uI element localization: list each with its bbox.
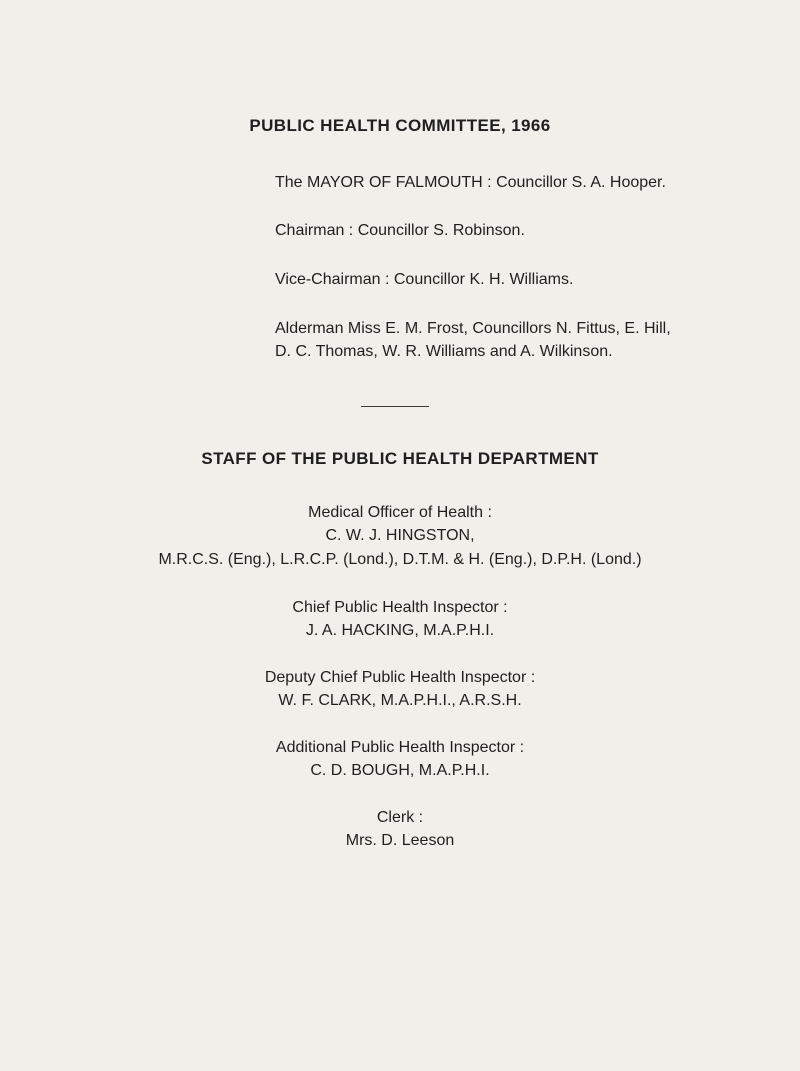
moh-name: C. W. J. HINGSTON, [325,527,475,544]
mayor-line: The MAYOR OF FALMOUTH : Councillor S. A. Hooper. [275,174,666,191]
members-line-2: D. C. Thomas, W. R. Williams and A. Wilkinson. [275,343,613,360]
deputy-inspector-role: Deputy Chief Public Health Inspector : [264,669,536,686]
additional-inspector-role: Additional Public Health Inspector : [275,739,525,756]
chief-inspector-name: J. A. HACKING, M.A.P.H.I. [305,622,495,639]
staff-title: STAFF OF THE PUBLIC HEALTH DEPARTMENT [201,449,599,468]
clerk-name: Mrs. D. Leeson [345,832,455,849]
moh-role: Medical Officer of Health : [308,504,492,521]
clerk-role: Clerk : [376,809,424,826]
chief-inspector-role: Chief Public Health Inspector : [292,599,508,616]
deputy-inspector-name: W. F. CLARK, M.A.P.H.I., A.R.S.H. [278,692,522,709]
section-divider [361,406,429,407]
members-line-1: Alderman Miss E. M. Frost, Councillors N. Fittus, E. Hill, [275,320,671,337]
committee-title: PUBLIC HEALTH COMMITTEE, 1966 [249,116,551,135]
moh-qualifications: M.R.C.S. (Eng.), L.R.C.P. (Lond.), D.T.M. & H. (Eng.), D.P.H. (Lond.) [158,551,642,568]
chairman-line: Chairman : Councillor S. Robinson. [275,222,525,239]
vice-chairman-line: Vice-Chairman : Councillor K. H. Williams. [275,271,574,288]
additional-inspector-name: C. D. BOUGH, M.A.P.H.I. [310,762,490,779]
